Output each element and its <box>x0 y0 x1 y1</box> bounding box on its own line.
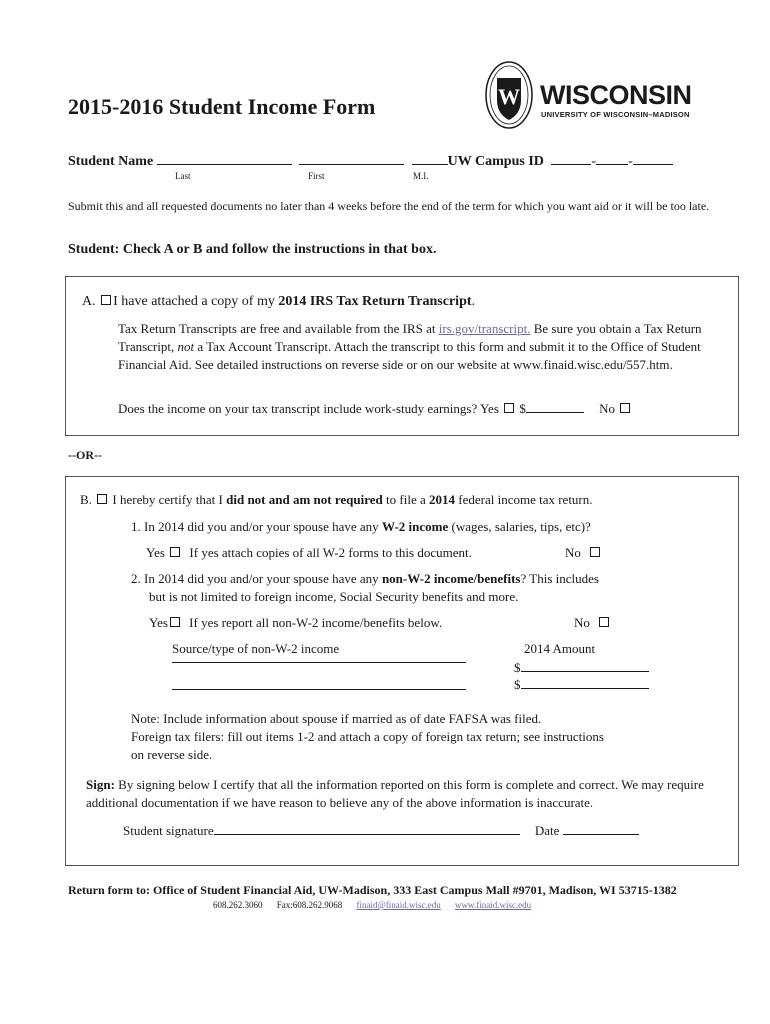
section-a-p1-not: not <box>177 339 195 354</box>
work-study-question-row <box>118 400 632 417</box>
amount-row-2 <box>514 676 649 693</box>
campus-id-dash2: - <box>628 154 633 169</box>
amount-dollar-2: $ <box>514 677 521 692</box>
q2-yes-row <box>149 615 442 631</box>
phone-number: 608.262.3060 <box>213 900 263 910</box>
logo-subtitle: UNIVERSITY OF WISCONSIN–MADISON <box>541 110 690 119</box>
q2-line2: but is not limited to foreign income, Social Security benefits and more. <box>149 589 519 604</box>
q2-yes-label: Yes <box>149 615 168 630</box>
section-a-lead-text: I have attached a copy of my <box>113 294 279 309</box>
section-b-lead-text2: to file a <box>382 492 429 507</box>
q2-bold: non-W-2 income/benefits <box>381 571 521 586</box>
source-header: Source/type of non-W-2 income <box>172 641 340 656</box>
source-field-1[interactable] <box>172 662 466 663</box>
work-study-amount-field[interactable] <box>526 400 584 413</box>
mi-caption: M.I. <box>413 171 429 181</box>
q1-yes-text: If yes attach copies of all W-2 forms to this document. <box>189 545 472 560</box>
student-name-row <box>68 152 673 170</box>
work-study-no-checkbox[interactable] <box>620 403 630 413</box>
question-2 <box>131 571 599 587</box>
uw-logo <box>484 60 714 130</box>
work-study-no-label: No <box>599 401 616 416</box>
instruction-text: Student: Check A or B and follow the instructions in that box. <box>68 242 437 257</box>
q2-yes-text: If yes report all non-W-2 income/benefits below. <box>189 615 443 630</box>
campus-id-label: UW Campus ID <box>447 154 544 169</box>
q2-yes-checkbox[interactable] <box>170 617 180 627</box>
mi-field[interactable] <box>412 152 448 165</box>
q1-yes-row <box>146 545 472 561</box>
q1-no-label: No <box>565 545 581 560</box>
section-b-lead-year: 2014 <box>429 492 455 507</box>
campus-id-part3[interactable] <box>633 152 673 165</box>
q2-start: 2. In 2014 did you and/or your spouse have any <box>131 571 382 586</box>
email-link[interactable]: finaid@finaid.wisc.edu <box>356 900 441 910</box>
form-title: 2015-2016 Student Income Form <box>68 94 376 119</box>
svg-text:W: W <box>498 84 520 109</box>
campus-id-part1[interactable] <box>551 152 591 165</box>
section-b-lead <box>80 492 593 508</box>
first-caption: First <box>308 171 325 181</box>
q1-end: (wages, salaries, tips, etc)? <box>448 519 591 534</box>
section-a-letter: A. <box>82 294 96 309</box>
amount-field-2[interactable] <box>521 676 649 689</box>
fax-number: Fax:608.262.9068 <box>276 900 343 910</box>
campus-id-dash1: - <box>591 154 597 169</box>
work-study-question: Does the income on your tax transcript include work-study earnings? Yes <box>118 401 499 416</box>
q2-no-row <box>574 615 611 631</box>
work-study-dollar: $ <box>519 401 526 416</box>
date-label: Date <box>534 823 560 838</box>
section-a-lead-end: . <box>471 294 476 309</box>
amount-field-1[interactable] <box>521 659 649 672</box>
intro-text: Submit this and all requested documents no later than 4 weeks before the end of the term for which you want aid or it will be too late. <box>68 199 710 213</box>
signature-field[interactable] <box>214 822 520 835</box>
section-a-checkbox[interactable] <box>101 295 111 305</box>
section-a-p1-start: Tax Return Transcripts are free and available from the IRS at <box>118 321 439 336</box>
sign-statement <box>86 776 731 812</box>
note-line-1: Note: Include information about spouse if married as of date FAFSA was filed. <box>131 711 542 726</box>
section-b-lead-text: I hereby certify that I <box>112 492 227 507</box>
section-b-lead-bold: did not and am not required <box>226 492 383 507</box>
q1-bold: W-2 income <box>381 519 449 534</box>
signature-row <box>123 822 639 839</box>
section-a-p1-end: a Tax Account Transcript. Attach the transcript to this form and submit it to the Office of Student Financial Aid. See detailed instructions on reverse side or on our website at www.finaid.wisc.edu/557.htm. <box>118 339 701 372</box>
last-caption: Last <box>175 171 191 181</box>
q1-no-checkbox[interactable] <box>590 547 600 557</box>
crest-icon <box>484 60 534 130</box>
q1-yes-label: Yes <box>146 545 165 560</box>
section-b-lead-text3: federal income tax return. <box>455 492 593 507</box>
website-link[interactable]: www.finaid.wisc.edu <box>455 900 532 910</box>
q2-no-label: No <box>574 615 590 630</box>
q1-yes-checkbox[interactable] <box>170 547 180 557</box>
q1-no-row <box>565 545 602 561</box>
irs-transcript-link[interactable]: irs.gov/transcript. <box>438 321 531 336</box>
return-line <box>68 883 677 898</box>
work-study-yes-checkbox[interactable] <box>504 403 514 413</box>
signature-label: Student signature <box>123 823 214 838</box>
contact-line <box>213 900 531 910</box>
amount-row-1 <box>514 659 649 676</box>
section-a-p1-mid: Be sure you obtain a Tax Return Transcript, <box>118 321 702 354</box>
amount-dollar-1: $ <box>514 660 521 675</box>
student-name-label: Student Name <box>68 154 154 169</box>
logo-wordmark: WISCONSIN <box>540 80 692 110</box>
section-a-paragraph <box>118 320 730 374</box>
amount-header: 2014 Amount <box>524 641 596 656</box>
q2-end: ? This includes <box>520 571 599 586</box>
date-field[interactable] <box>563 822 639 835</box>
return-label: Return form to: <box>68 883 150 897</box>
campus-id-part2[interactable] <box>596 152 628 165</box>
section-b-letter: B. <box>80 492 92 507</box>
section-b-checkbox[interactable] <box>97 494 107 504</box>
note-line-2: Foreign tax filers: fill out items 1-2 and attach a copy of foreign tax return; see instructions <box>131 729 604 744</box>
note-line-3: on reverse side. <box>131 747 213 762</box>
first-name-field[interactable] <box>299 152 404 165</box>
question-1 <box>131 519 591 535</box>
sign-label: Sign: <box>86 777 115 792</box>
sign-text: By signing below I certify that all the information reported on this form is complete and correct. We may require additional documentation if we have reason to believe any of the above information is inaccurate. <box>86 777 704 810</box>
last-name-field[interactable] <box>157 152 292 165</box>
or-separator: --OR-- <box>68 448 102 462</box>
section-a-lead-bold: 2014 IRS Tax Return Transcript <box>278 294 472 309</box>
source-field-2[interactable] <box>172 689 466 690</box>
return-address: Office of Student Financial Aid, UW-Madison, 333 East Campus Mall #9701, Madison, WI 53715-1382 <box>149 883 677 897</box>
q2-no-checkbox[interactable] <box>599 617 609 627</box>
q1-start: 1. In 2014 did you and/or your spouse have any <box>131 519 382 534</box>
section-a-lead <box>82 294 475 310</box>
